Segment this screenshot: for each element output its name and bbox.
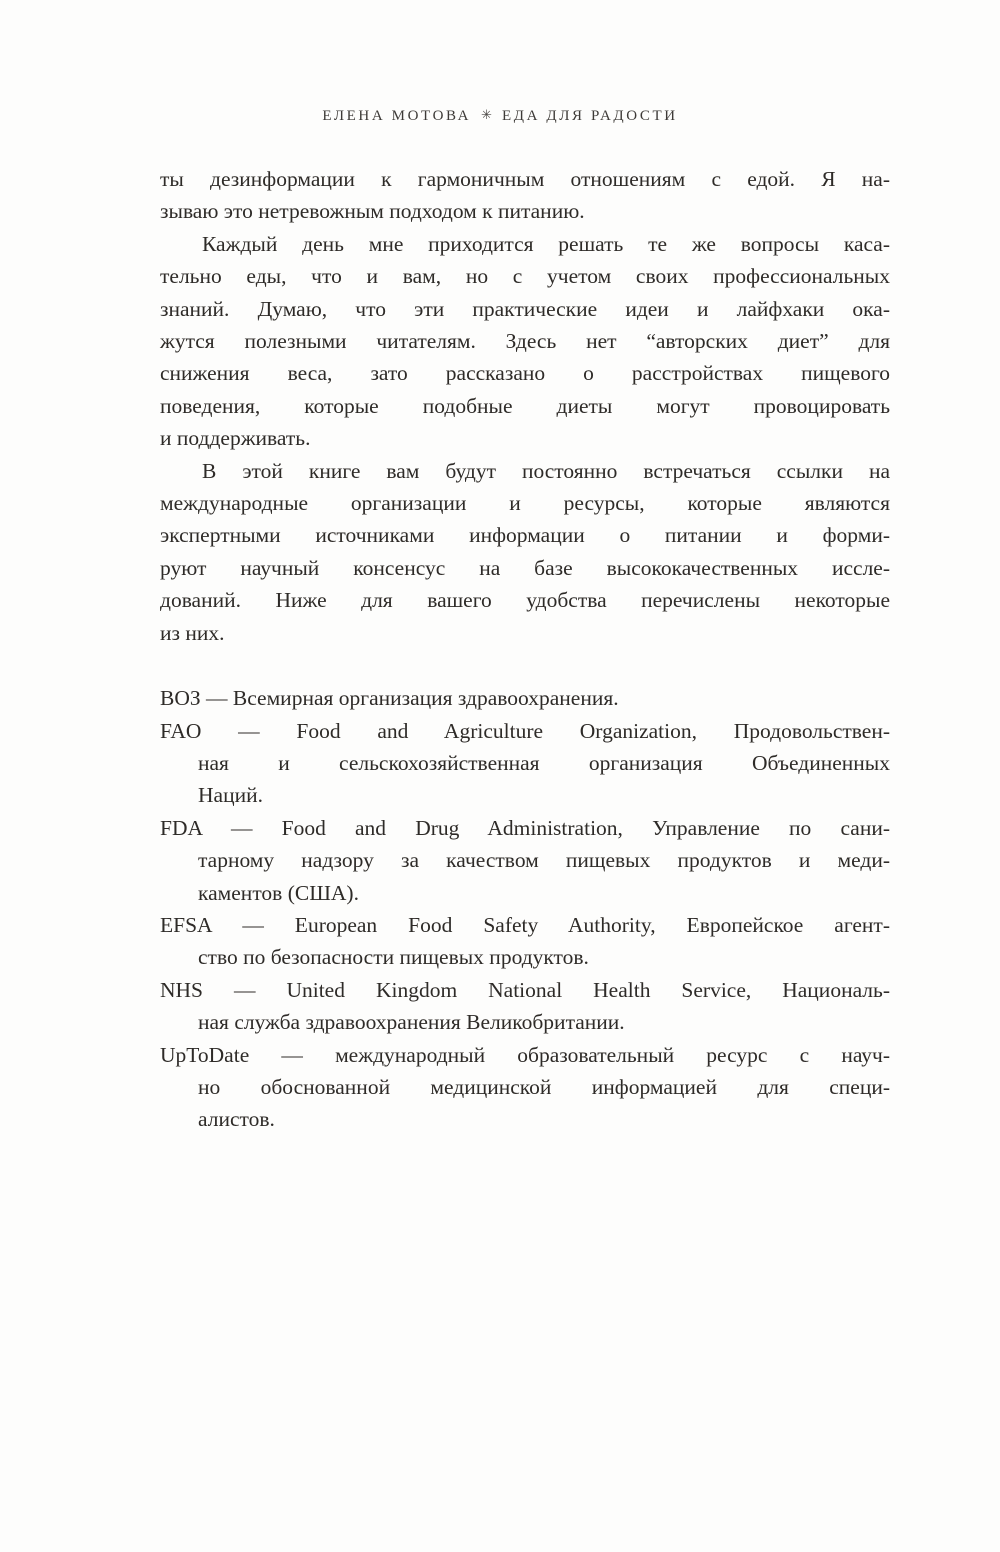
- list-item: [160, 974, 890, 1039]
- text-line: дований. Ниже для вашего удобства перечислены некоторые: [160, 588, 890, 613]
- text-line: ство по безопасности пищевых продуктов.: [198, 945, 589, 970]
- text-line: EFSA — European Food Safety Authority, Европейское агент-: [160, 912, 890, 937]
- references-list: [160, 682, 890, 1136]
- text-line: и поддерживать.: [160, 426, 311, 451]
- running-head-title: ЕДА ДЛЯ РАДОСТИ: [502, 108, 678, 124]
- text-line: ная и сельскохозяйственная организация Объединенных: [198, 750, 890, 775]
- text-line: из них.: [160, 620, 225, 645]
- text-line: снижения веса, зато рассказано о расстройствах пищевого: [160, 361, 890, 386]
- text-line: каментов (США).: [198, 880, 359, 905]
- text-line: Каждый день мне приходится решать те же вопросы каса-: [202, 231, 890, 256]
- list-item: [160, 812, 890, 909]
- text-line: жутся полезными читателям. Здесь нет “авторских диет” для: [160, 329, 890, 354]
- list-item: [160, 909, 890, 974]
- text-line: FDA — Food and Drug Administration, Управление по сани-: [160, 815, 890, 840]
- text-line: Наций.: [198, 783, 263, 808]
- text-line: ная служба здравоохранения Великобритании.: [198, 1010, 625, 1035]
- running-head-author: ЕЛЕНА МОТОВА: [322, 108, 472, 124]
- text-line: тельно еды, что и вам, но с учетом своих профессиональных: [160, 264, 890, 289]
- text-line: UpToDate — международный образовательный ресурс с науч-: [160, 1042, 890, 1067]
- text-line: В этой книге вам будут постоянно встречаться ссылки на: [202, 458, 890, 483]
- text-line: поведения, которые подобные диеты могут провоцировать: [160, 393, 890, 418]
- flower-ornament-icon: ✳: [481, 108, 493, 123]
- text-line: но обоснованной медицинской информацией для специ-: [198, 1074, 890, 1099]
- page-body: [160, 163, 890, 1136]
- text-line: руют научный консенсус на базе высококачественных иссле-: [160, 555, 890, 580]
- text-line: зываю это нетревожным подходом к питанию.: [160, 199, 585, 224]
- text-line: тарному надзору за качеством пищевых продуктов и меди-: [198, 848, 890, 873]
- text-line: ВОЗ — Всемирная организация здравоохранения.: [160, 686, 619, 711]
- text-line: FAO — Food and Agriculture Organization, Продовольствен-: [160, 718, 890, 743]
- running-head: [0, 108, 1000, 125]
- text-line: знаний. Думаю, что эти практические идеи и лайфхаки ока-: [160, 296, 890, 321]
- list-item: [160, 1039, 890, 1136]
- list-item: [160, 682, 890, 714]
- list-item: [160, 715, 890, 812]
- text-line: ты дезинформации к гармоничным отношениям с едой. Я на-: [160, 167, 890, 191]
- text-line: NHS — United Kingdom National Health Service, Националь-: [160, 977, 890, 1002]
- text-line: алистов.: [198, 1107, 275, 1132]
- text-line: международные организации и ресурсы, которые являются: [160, 491, 890, 516]
- text-line: экспертными источниками информации о питании и форми-: [160, 523, 890, 548]
